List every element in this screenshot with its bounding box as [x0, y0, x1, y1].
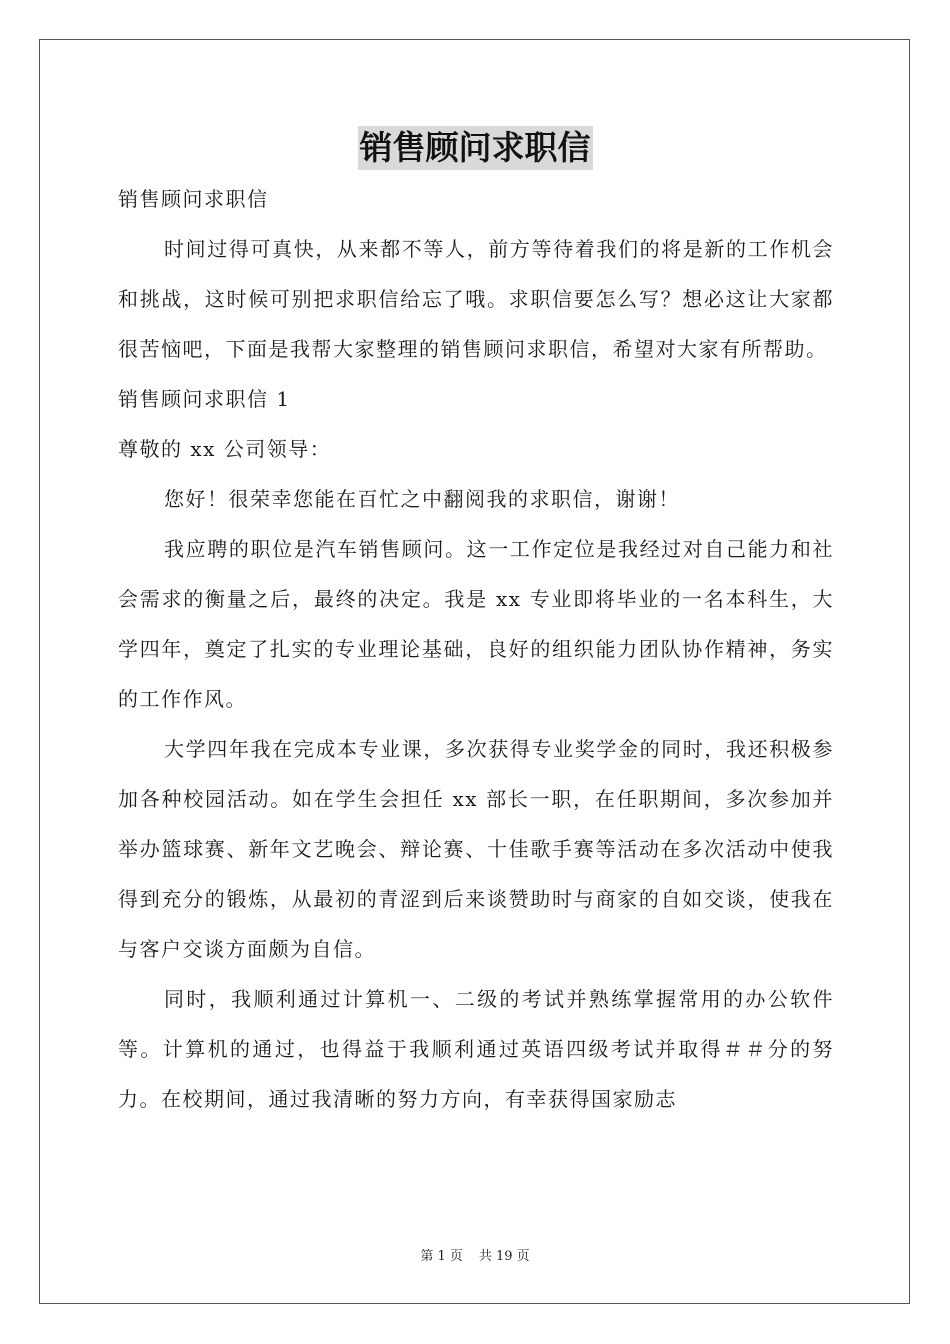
title-container: [0, 126, 950, 170]
document-body: [118, 174, 834, 1124]
paragraph-position: 我应聘的职位是汽车销售顾问。这一工作定位是我经过对自己能力和社会需求的衡量之后，最终的决定。我是 xx 专业即将毕业的一名本科生，大学四年，奠定了扎实的专业理论基础，良好的组织能力团队协作精神，务实的工作作风。: [118, 537, 834, 711]
paragraph-greeting: 您好！很荣幸您能在百忙之中翻阅我的求职信，谢谢！: [164, 487, 680, 511]
page-footer: [0, 1247, 950, 1267]
page-number: 第 1 页: [420, 1249, 463, 1264]
paragraph-salutation: 尊敬的 xx 公司领导：: [118, 437, 332, 461]
paragraph-intro: 时间过得可真快，从来都不等人，前方等待着我们的将是新的工作机会和挑战，这时候可别把求职信给忘了哦。求职信要怎么写？想必这让大家都很苦恼吧，下面是我帮大家整理的销售顾问求职信，希望对大家有所帮助。: [118, 237, 834, 361]
paragraph-activities: 大学四年我在完成本专业课，多次获得专业奖学金的同时，我还积极参加各种校园活动。如在学生会担任 xx 部长一职，在任职期间，多次参加并举办篮球赛、新年文艺晚会、辩论赛、十佳歌手赛等活动在多次活动中使我得到充分的锻炼，从最初的青涩到后来谈赞助时与商家的自如交谈，使我在与客户交谈方面颇为自信。: [118, 737, 834, 961]
page-total: 共 19 页: [478, 1249, 530, 1264]
paragraph-skills: 同时，我顺利通过计算机一、二级的考试并熟练掌握常用的办公软件等。计算机的通过，也得益于我顺利通过英语四级考试并取得＃＃分的努力。在校期间，通过我清晰的努力方向，有幸获得国家励志: [118, 987, 834, 1111]
paragraph-subtitle: 销售顾问求职信: [118, 187, 269, 211]
document-title: 销售顾问求职信: [358, 126, 593, 170]
paragraph-letter-heading: 销售顾问求职信 1: [118, 387, 291, 411]
